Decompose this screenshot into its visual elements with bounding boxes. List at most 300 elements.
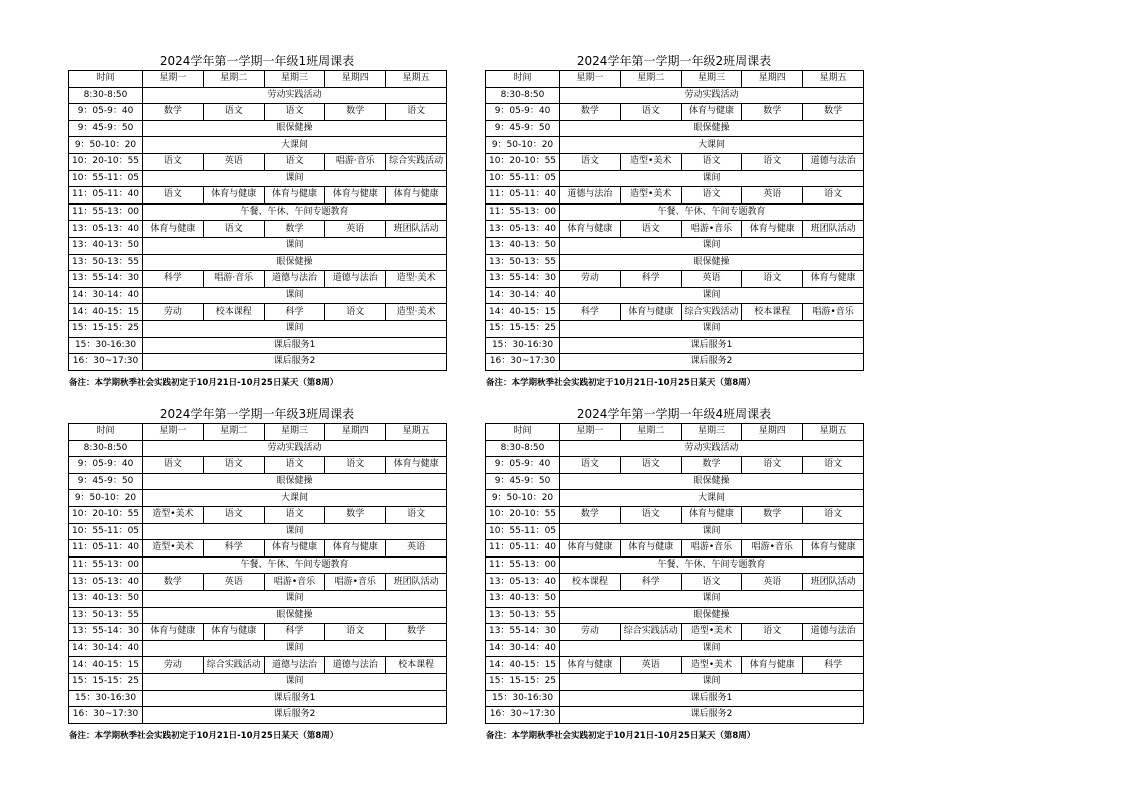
header-day: 星期一	[143, 71, 204, 88]
timetable-title: 2024学年第一学期一年级4班周课表	[576, 407, 772, 421]
header-day: 星期五	[386, 424, 447, 441]
subject-cell: 英语	[681, 271, 742, 288]
merged-activity-cell: 课间	[143, 320, 447, 337]
subject-cell: 语文	[264, 457, 325, 474]
time-cell: 9：45-9：50	[69, 473, 143, 490]
subject-cell: 语文	[742, 624, 803, 641]
time-cell: 11：05-11：40	[486, 540, 560, 557]
table-row	[486, 120, 864, 137]
subject-cell: 体育与健康	[560, 221, 621, 238]
subject-cell: 语文	[742, 271, 803, 288]
timetable-title: 2024学年第一学期一年级3班周课表	[159, 407, 355, 421]
subject-cell: 科学	[803, 657, 864, 674]
header-time: 时间	[486, 71, 560, 88]
time-cell: 9：05-9：40	[486, 457, 560, 474]
header-day: 星期二	[620, 71, 681, 88]
table-row	[486, 153, 864, 170]
time-cell: 15：15-15：25	[486, 320, 560, 337]
table-row	[486, 574, 864, 591]
timetable-note: 备注：本学期秋季社会实践初定于10月21日-10月25日某天（第8周）	[69, 730, 339, 741]
subject-cell: 语文	[203, 506, 264, 523]
merged-activity-cell: 课间	[143, 640, 447, 657]
time-cell: 11：05-11：40	[69, 540, 143, 557]
header-day: 星期五	[386, 71, 447, 88]
subject-cell: 语文	[620, 457, 681, 474]
merged-activity-cell: 课间	[560, 320, 864, 337]
subject-cell: 体育与健康	[325, 540, 386, 557]
merged-activity-cell: 课间	[560, 640, 864, 657]
time-cell: 13：40-13：50	[69, 237, 143, 254]
subject-cell: 数学	[143, 574, 204, 591]
merged-activity-cell: 课后服务2	[560, 707, 864, 724]
merged-activity-cell: 课后服务1	[143, 337, 447, 354]
merged-activity-cell: 课间	[143, 237, 447, 254]
subject-cell: 英语	[203, 574, 264, 591]
time-cell: 14：30-14：40	[486, 640, 560, 657]
subject-cell: 道德与法治	[803, 624, 864, 641]
subject-cell: 体育与健康	[681, 506, 742, 523]
header-day: 星期五	[803, 71, 864, 88]
merged-activity-cell: 午餐、午休、午间专题教育	[560, 557, 864, 574]
subject-cell: 造型•美术	[143, 506, 204, 523]
time-cell: 13：40-13：50	[486, 237, 560, 254]
header-day: 星期二	[203, 71, 264, 88]
timetable-note: 备注：本学期秋季社会实践初定于10月21日-10月25日某天（第8周）	[69, 377, 339, 388]
time-cell: 10：20-10：55	[69, 506, 143, 523]
subject-cell: 语文	[386, 104, 447, 121]
merged-activity-cell: 课间	[560, 287, 864, 304]
header-time: 时间	[69, 71, 143, 88]
table-row	[486, 540, 864, 557]
subject-cell: 道德与法治	[325, 657, 386, 674]
subject-cell: 造型·美术	[386, 304, 447, 321]
time-cell: 13：55-14：30	[69, 624, 143, 641]
merged-activity-cell: 课间	[560, 523, 864, 540]
subject-cell: 科学	[620, 574, 681, 591]
subject-cell: 体育与健康	[742, 657, 803, 674]
table-row	[69, 354, 447, 371]
subject-cell: 体育与健康	[264, 540, 325, 557]
merged-activity-cell: 课间	[560, 237, 864, 254]
table-row	[486, 557, 864, 574]
subject-cell: 造型•美术	[620, 187, 681, 204]
header-row	[486, 424, 864, 441]
subject-cell: 道德与法治	[264, 657, 325, 674]
subject-cell: 劳动	[143, 657, 204, 674]
time-cell: 13：50-13：55	[69, 254, 143, 271]
table-row	[486, 473, 864, 490]
time-cell: 9：45-9：50	[69, 120, 143, 137]
subject-cell: 科学	[264, 304, 325, 321]
time-cell: 13：55-14：30	[486, 624, 560, 641]
subject-cell: 体育与健康	[203, 624, 264, 641]
subject-cell: 校本课程	[386, 657, 447, 674]
merged-activity-cell: 课后服务2	[560, 354, 864, 371]
subject-cell: 语文	[742, 153, 803, 170]
time-cell: 14：40-15：15	[69, 657, 143, 674]
time-cell: 9：05-9：40	[69, 457, 143, 474]
timetable	[68, 423, 447, 724]
subject-cell: 唱游•音乐	[681, 540, 742, 557]
subject-cell: 体育与健康	[803, 271, 864, 288]
subject-cell: 英语	[325, 221, 386, 238]
subject-cell: 语文	[203, 221, 264, 238]
merged-activity-cell: 劳动实践活动	[143, 440, 447, 457]
time-cell: 15：30-16:30	[69, 690, 143, 707]
table-row	[486, 657, 864, 674]
table-row	[69, 506, 447, 523]
subject-cell: 唱游•音乐	[264, 574, 325, 591]
table-row	[69, 170, 447, 187]
header-day: 星期一	[560, 424, 621, 441]
header-day: 星期二	[203, 424, 264, 441]
table-row	[486, 640, 864, 657]
merged-activity-cell: 课后服务1	[560, 337, 864, 354]
table-row	[486, 523, 864, 540]
time-cell: 15：30-16:30	[69, 337, 143, 354]
time-cell: 15：15-15：25	[486, 673, 560, 690]
table-row	[69, 287, 447, 304]
table-row	[69, 657, 447, 674]
subject-cell: 体育与健康	[620, 540, 681, 557]
header-day: 星期四	[325, 424, 386, 441]
subject-cell: 体育与健康	[386, 187, 447, 204]
table-row	[69, 590, 447, 607]
header-day: 星期四	[742, 424, 803, 441]
timetable	[485, 423, 864, 724]
time-cell: 10：55-11：05	[69, 170, 143, 187]
table-row	[486, 707, 864, 724]
table-row	[486, 337, 864, 354]
subject-cell: 语文	[264, 104, 325, 121]
merged-activity-cell: 课后服务2	[143, 354, 447, 371]
subject-cell: 班团队活动	[386, 221, 447, 238]
table-row	[69, 557, 447, 574]
time-cell: 13：55-14：30	[486, 271, 560, 288]
subject-cell: 科学	[203, 540, 264, 557]
subject-cell: 综合实践活动	[203, 657, 264, 674]
subject-cell: 数学	[386, 624, 447, 641]
time-cell: 13：05-13：40	[69, 574, 143, 591]
header-time: 时间	[486, 424, 560, 441]
merged-activity-cell: 课后服务2	[143, 707, 447, 724]
subject-cell: 唱游·音乐	[325, 153, 386, 170]
merged-activity-cell: 课后服务1	[143, 690, 447, 707]
table-row	[69, 673, 447, 690]
subject-cell: 语文	[143, 457, 204, 474]
subject-cell: 道德与法治	[803, 153, 864, 170]
time-cell: 10：55-11：05	[486, 523, 560, 540]
subject-cell: 语文	[560, 457, 621, 474]
table-row	[69, 540, 447, 557]
subject-cell: 校本课程	[203, 304, 264, 321]
time-cell: 11：05-11：40	[486, 187, 560, 204]
subject-cell: 英语	[742, 187, 803, 204]
subject-cell: 语文	[325, 624, 386, 641]
subject-cell: 数学	[681, 457, 742, 474]
subject-cell: 数学	[803, 104, 864, 121]
subject-cell: 体育与健康	[386, 457, 447, 474]
table-row	[486, 187, 864, 204]
time-cell: 10：20-10：55	[69, 153, 143, 170]
table-row	[69, 104, 447, 121]
table-row	[486, 624, 864, 641]
header-day: 星期五	[803, 424, 864, 441]
subject-cell: 综合实践活动	[681, 304, 742, 321]
subject-cell: 英语	[386, 540, 447, 557]
subject-cell: 劳动	[560, 271, 621, 288]
table-row	[69, 271, 447, 288]
table-row	[69, 607, 447, 624]
merged-activity-cell: 课间	[560, 590, 864, 607]
subject-cell: 唱游•音乐	[325, 574, 386, 591]
table-row	[69, 523, 447, 540]
subject-cell: 体育与健康	[620, 304, 681, 321]
time-cell: 10：20-10：55	[486, 506, 560, 523]
subject-cell: 体育与健康	[143, 624, 204, 641]
subject-cell: 体育与健康	[203, 187, 264, 204]
time-cell: 9：50-10：20	[69, 137, 143, 154]
subject-cell: 造型•美术	[681, 657, 742, 674]
merged-activity-cell: 课间	[143, 673, 447, 690]
header-day: 星期三	[264, 71, 325, 88]
merged-activity-cell: 眼保健操	[143, 473, 447, 490]
time-cell: 14：40-15：15	[486, 304, 560, 321]
merged-activity-cell: 眼保健操	[143, 607, 447, 624]
subject-cell: 唱游•音乐	[742, 540, 803, 557]
subject-cell: 英语	[620, 657, 681, 674]
table-row	[486, 221, 864, 238]
table-row	[69, 137, 447, 154]
time-cell: 15：15-15：25	[69, 320, 143, 337]
subject-cell: 造型•美术	[681, 624, 742, 641]
merged-activity-cell: 大课间	[143, 137, 447, 154]
subject-cell: 数学	[742, 506, 803, 523]
table-row	[486, 137, 864, 154]
table-row	[486, 590, 864, 607]
time-cell: 14：40-15：15	[486, 657, 560, 674]
merged-activity-cell: 眼保健操	[143, 120, 447, 137]
table-row	[69, 457, 447, 474]
time-cell: 11：05-11：40	[69, 187, 143, 204]
table-row	[486, 271, 864, 288]
subject-cell: 数学	[742, 104, 803, 121]
table-row	[69, 204, 447, 221]
table-row	[486, 237, 864, 254]
table-row	[486, 490, 864, 507]
table-row	[69, 237, 447, 254]
merged-activity-cell: 大课间	[560, 490, 864, 507]
header-day: 星期二	[620, 424, 681, 441]
header-day: 星期四	[325, 71, 386, 88]
header-day: 星期三	[264, 424, 325, 441]
table-row	[69, 120, 447, 137]
subject-cell: 班团队活动	[803, 221, 864, 238]
timetable	[485, 70, 864, 371]
subject-cell: 体育与健康	[264, 187, 325, 204]
header-day: 星期一	[143, 424, 204, 441]
subject-cell: 劳动	[143, 304, 204, 321]
header-row	[69, 424, 447, 441]
merged-activity-cell: 午餐、午休、午间专题教育	[143, 557, 447, 574]
merged-activity-cell: 大课间	[143, 490, 447, 507]
time-cell: 14：30-14：40	[69, 287, 143, 304]
subject-cell: 语文	[386, 506, 447, 523]
subject-cell: 英语	[742, 574, 803, 591]
time-cell: 13：05-13：40	[486, 574, 560, 591]
subject-cell: 体育与健康	[803, 540, 864, 557]
merged-activity-cell: 课间	[560, 673, 864, 690]
subject-cell: 语文	[803, 457, 864, 474]
subject-cell: 体育与健康	[325, 187, 386, 204]
table-row	[69, 490, 447, 507]
subject-cell: 数学	[560, 506, 621, 523]
table-row	[69, 304, 447, 321]
subject-cell: 数学	[325, 104, 386, 121]
subject-cell: 语文	[143, 187, 204, 204]
table-row	[486, 457, 864, 474]
time-cell: 13：50-13：55	[69, 607, 143, 624]
subject-cell: 语文	[681, 153, 742, 170]
table-row	[69, 337, 447, 354]
table-row	[486, 104, 864, 121]
table-row	[486, 354, 864, 371]
time-cell: 15：15-15：25	[69, 673, 143, 690]
time-cell: 9：50-10：20	[486, 137, 560, 154]
subject-cell: 语文	[681, 574, 742, 591]
header-day: 星期三	[681, 424, 742, 441]
timetable-title: 2024学年第一学期一年级1班周课表	[159, 54, 355, 68]
subject-cell: 道德与法治	[560, 187, 621, 204]
subject-cell: 校本课程	[742, 304, 803, 321]
timetable-note: 备注：本学期秋季社会实践初定于10月21日-10月25日某天（第8周）	[486, 377, 756, 388]
subject-cell: 语文	[203, 457, 264, 474]
merged-activity-cell: 眼保健操	[560, 473, 864, 490]
table-row	[69, 624, 447, 641]
subject-cell: 道德与法治	[325, 271, 386, 288]
subject-cell: 班团队活动	[803, 574, 864, 591]
merged-activity-cell: 课间	[143, 170, 447, 187]
subject-cell: 数学	[560, 104, 621, 121]
timetable-block	[485, 54, 863, 388]
time-cell: 11：55-13：00	[69, 204, 143, 221]
table-row	[69, 440, 447, 457]
time-cell: 10：20-10：55	[486, 153, 560, 170]
time-cell: 16：30~17:30	[486, 707, 560, 724]
header-row	[486, 71, 864, 88]
table-row	[69, 153, 447, 170]
time-cell: 14：30-14：40	[69, 640, 143, 657]
table-row	[69, 473, 447, 490]
subject-cell: 唱游•音乐	[803, 304, 864, 321]
merged-activity-cell: 眼保健操	[560, 120, 864, 137]
table-row	[486, 320, 864, 337]
header-day: 星期三	[681, 71, 742, 88]
subject-cell: 体育与健康	[143, 221, 204, 238]
time-cell: 13：05-13：40	[69, 221, 143, 238]
subject-cell: 科学	[264, 624, 325, 641]
table-row	[486, 87, 864, 104]
time-cell: 10：55-11：05	[69, 523, 143, 540]
merged-activity-cell: 课间	[560, 170, 864, 187]
time-cell: 16：30~17:30	[69, 707, 143, 724]
table-row	[69, 574, 447, 591]
subject-cell: 综合实践活动	[386, 153, 447, 170]
subject-cell: 语文	[560, 153, 621, 170]
time-cell: 15：30-16:30	[486, 690, 560, 707]
time-cell: 9：05-9：40	[69, 104, 143, 121]
time-cell: 9：50-10：20	[486, 490, 560, 507]
time-cell: 13：55-14：30	[69, 271, 143, 288]
table-row	[486, 690, 864, 707]
subject-cell: 英语	[203, 153, 264, 170]
subject-cell: 唱游·音乐	[203, 271, 264, 288]
subject-cell: 语文	[203, 104, 264, 121]
table-row	[69, 254, 447, 271]
subject-cell: 语文	[325, 457, 386, 474]
time-cell: 11：55-13：00	[486, 557, 560, 574]
table-row	[486, 254, 864, 271]
time-cell: 14：40-15：15	[69, 304, 143, 321]
merged-activity-cell: 午餐、午休、午间专题教育	[143, 204, 447, 221]
subject-cell: 数学	[325, 506, 386, 523]
table-row	[69, 87, 447, 104]
time-cell: 9：50-10：20	[69, 490, 143, 507]
subject-cell: 语文	[742, 457, 803, 474]
subject-cell: 科学	[620, 271, 681, 288]
time-cell: 13：40-13：50	[486, 590, 560, 607]
table-row	[486, 304, 864, 321]
merged-activity-cell: 眼保健操	[143, 254, 447, 271]
timetable-title: 2024学年第一学期一年级2班周课表	[576, 54, 772, 68]
time-cell: 13：50-13：55	[486, 254, 560, 271]
table-row	[486, 204, 864, 221]
header-row	[69, 71, 447, 88]
time-cell: 9：45-9：50	[486, 120, 560, 137]
subject-cell: 科学	[560, 304, 621, 321]
subject-cell: 道德与法治	[264, 271, 325, 288]
table-row	[69, 690, 447, 707]
subject-cell: 体育与健康	[560, 657, 621, 674]
merged-activity-cell: 眼保健操	[560, 607, 864, 624]
subject-cell: 语文	[803, 506, 864, 523]
table-row	[69, 640, 447, 657]
table-row	[486, 673, 864, 690]
subject-cell: 班团队活动	[386, 574, 447, 591]
subject-cell: 造型•美术	[620, 153, 681, 170]
timetable-block	[485, 407, 863, 741]
table-row	[69, 707, 447, 724]
subject-cell: 语文	[143, 153, 204, 170]
timetable	[68, 70, 447, 371]
subject-cell: 数学	[143, 104, 204, 121]
timetable-note: 备注：本学期秋季社会实践初定于10月21日-10月25日某天（第8周）	[486, 730, 756, 741]
header-day: 星期一	[560, 71, 621, 88]
subject-cell: 语文	[620, 506, 681, 523]
table-row	[69, 221, 447, 238]
subject-cell: 体育与健康	[681, 104, 742, 121]
subject-cell: 体育与健康	[742, 221, 803, 238]
table-row	[486, 170, 864, 187]
header-time: 时间	[69, 424, 143, 441]
subject-cell: 语文	[325, 304, 386, 321]
merged-activity-cell: 午餐、午休、午间专题教育	[560, 204, 864, 221]
time-cell: 11：55-13：00	[486, 204, 560, 221]
merged-activity-cell: 眼保健操	[560, 254, 864, 271]
merged-activity-cell: 课间	[143, 590, 447, 607]
merged-activity-cell: 课后服务1	[560, 690, 864, 707]
time-cell: 13：40-13：50	[69, 590, 143, 607]
